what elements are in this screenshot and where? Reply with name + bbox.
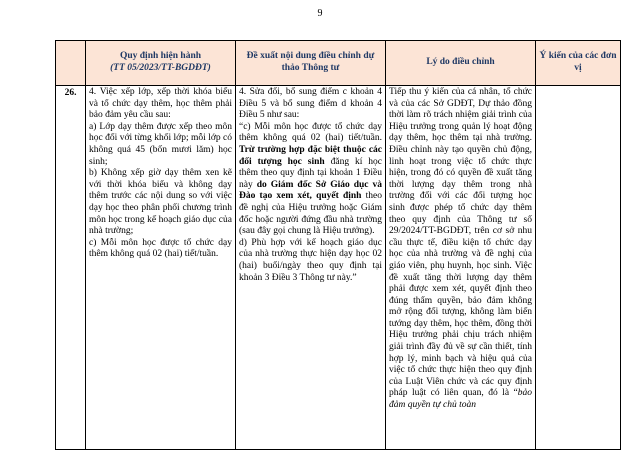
current-paragraph: 4. Việc xếp lớp, xếp thời khóa biểu và tổ chức dạy thêm, học thêm phải bảo đảm yêu cầu sau:	[89, 87, 232, 121]
header-proposal: Đề xuất nội dung điều chỉnh dự thảo Thông tư	[236, 41, 386, 86]
reason-text: Tiếp thu ý kiến của cá nhân, tổ chức và của các Sở GDĐT, Dự thảo đồng thời làm rõ trách nhiệm giải trình của Hiệu trưởng trong quản lý hoạt động dạy thêm, học thêm tại nhà trường. Điều chỉnh này tạo quyền chủ động, linh hoạt trong việc tổ chức thực hiện, trong đó có quyền đề xuất tăng thời lượng dạy thêm trong nhà trường đối với các đối tượng học sinh được phép tổ chức dạy thêm theo quy định của Thông tư số 29/2024/TT-BGDĐT, trên cơ sở nhu cầu thực tế, điều kiện tổ chức dạy học của nhà trường và đề nghị của giáo viên, phụ huynh, học sinh. Việc đề xuất tăng thời lượng dạy thêm phải được xem xét, quyết định theo đúng thẩm quyền, bảo đảm không mở rộng đối tượng, không làm biến tướng dạy thêm, học thêm, đồng thời Hiệu trưởng phải chịu trách nhiệm giải trình đầy đủ về sự cần thiết, tính hợp lý, minh bạch và hiệu quả của việc tổ chức thực hiện theo quy định của Luật Viên chức và các quy định pháp luật có liên quan, đó là “	[389, 87, 532, 399]
table-header-row	[56, 41, 621, 86]
table-row	[56, 86, 621, 450]
proposal-text: theo đề nghị của Hiệu trưởng hoặc Giám đốc hoặc người đứng đầu nhà trường (sau đây gọi chung là Hiệu trưởng).	[239, 191, 382, 237]
page-number: 9	[317, 8, 323, 19]
reason-cell	[386, 86, 536, 450]
opinion-cell	[536, 86, 621, 450]
proposal-paragraph: d) Phù hợp với kế hoạch giáo dục của nhà trường thực hiện dạy học 02 (hai) buổi/ngày theo quy định tại khoản 3 Điều 3 Thông tư này.”	[239, 237, 382, 283]
header-index	[56, 41, 86, 86]
current-regulation-cell	[86, 86, 236, 450]
proposal-text: “c) Mỗi môn học được tổ chức dạy thêm không quá 02 (hai) tiết/tuần.	[239, 121, 382, 144]
comparison-table	[55, 40, 621, 450]
proposal-cell	[236, 86, 386, 450]
row-number: 26.	[56, 86, 86, 450]
header-reason: Lý do điều chỉnh	[386, 41, 536, 86]
header-current-regulation	[86, 41, 236, 86]
header-opinions: Ý kiến của các đơn vị	[536, 41, 621, 86]
reason-quote: bảo đảm quyền tự chủ toàn	[389, 388, 532, 411]
current-paragraph: a) Lớp dạy thêm được xếp theo môn học đối với từng khối lớp; mỗi lớp có không quá 45 (bốn mươi lăm) học sinh;	[89, 121, 232, 167]
proposal-text: đăng kí học thêm theo quy định tại khoản 1 Điều này	[239, 156, 382, 190]
header-current-title: Quy định hiện hành	[119, 51, 202, 62]
proposal-emphasis: Trừ trường hợp đặc biệt thuộc các đối tượng học sinh	[239, 144, 382, 167]
proposal-emphasis: do Giám đốc Sở Giáo dục và Đào tạo xem xét, quyết định	[239, 179, 382, 202]
current-paragraph: c) Mỗi môn học được tổ chức dạy thêm không quá 02 (hai) tiết/tuần.	[89, 237, 232, 260]
header-current-source: (TT 05/2023/TT-BGDĐT)	[110, 63, 211, 73]
proposal-paragraph: 4. Sửa đổi, bổ sung điểm c khoản 4 Điều 5 và bổ sung điểm d khoản 4 Điều 5 như sau:	[239, 87, 382, 121]
current-paragraph: b) Không xếp giờ dạy thêm xen kẽ với thời khóa biểu và không dạy thêm trước các nội dung so với việc dạy học theo phân phối chương trình môn học trong kế hoạch giáo dục của nhà trường;	[89, 168, 232, 237]
proposal-paragraph	[239, 122, 382, 238]
